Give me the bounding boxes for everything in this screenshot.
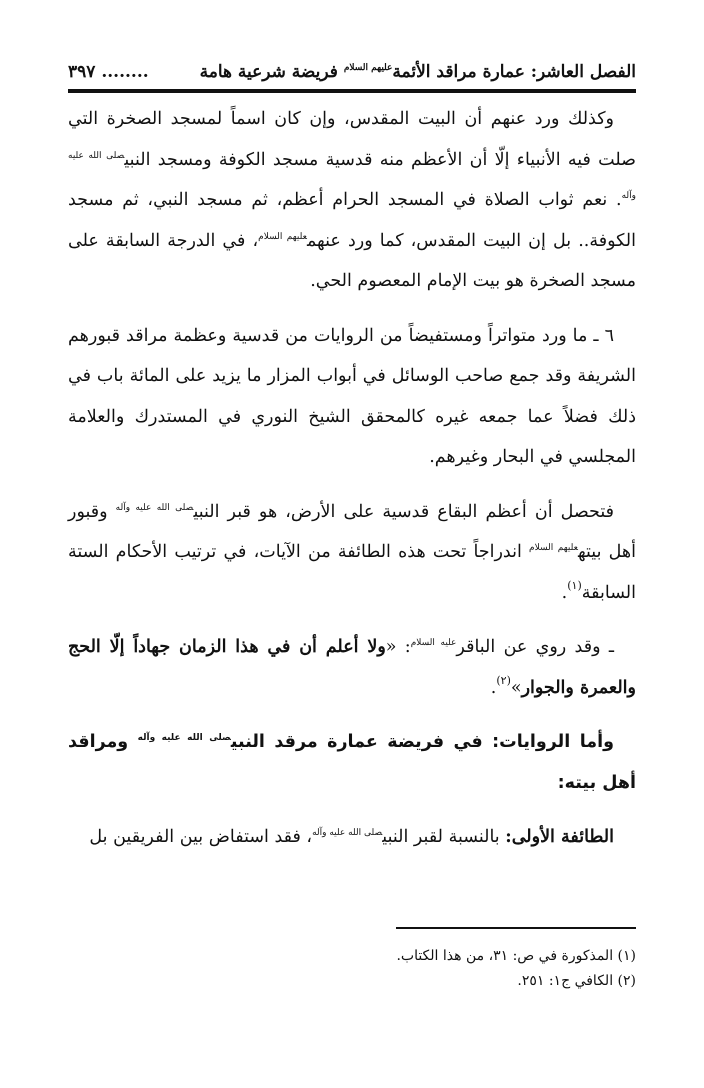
paragraph-6: الطائفة الأولى: بالنسبة لقبر النبي$^{صلى الله عليه وآله}$، فقد استفاض بين الفريقين بل <box>89 827 614 847</box>
footnotes <box>68 944 636 994</box>
honorific: صلى الله عليه وآله <box>115 502 194 513</box>
honorific: عليهم السلام <box>529 543 578 553</box>
section-heading: وأما الروايات: في فريضة عمارة مرقد النبي$^{صلى الله عليه وآله}$ ومراقد أهل بيته: <box>68 732 636 793</box>
footnote-2: (٢) الكافي ج١: ٢٥١. <box>517 973 636 989</box>
honorific: عليه السلام <box>410 638 457 648</box>
honorific: صلى الله عليه وآله <box>137 733 231 743</box>
footnote-ref-2[interactable]: (٢) <box>496 673 511 687</box>
paragraph-3: فتحصل أن أعظم البقاع قدسية على الأرض، هو قبر النبي$^{صلى الله عليه وآله}$ وقبور أهل بيته$^{عليهم السلام}$ اندراجاً تحت هذه الطائفة من الآيات، في ترتيب الأحكام الستة السابقة$^{(١)}$. <box>68 501 637 603</box>
book-page <box>68 58 636 858</box>
honorific: عليهم السلام <box>258 231 307 242</box>
honorific: صلى الله عليه وآله <box>312 828 383 838</box>
running-header <box>68 58 636 93</box>
hadith-quote: ولا أعلم أن في هذا الزمان جهاداً إلّا الحج والعمرة والجوار <box>68 637 636 698</box>
chapter-title: الفصل العاشر: عمارة مراقد الأئمة$^{عليهم السلام}$ فريضة شرعية هامة <box>199 62 636 82</box>
page-number: ........ ٣٩٧ <box>68 62 149 82</box>
honorific: صلى الله عليه وآله <box>68 150 636 201</box>
paragraph-1: وكذلك ورد عنهم أن البيت المقدس، وإن كان اسماً لمسجد الصخرة التي صلت فيه الأنبياء إلّا أن الأعظم منه قدسية مسجد الكوفة ومسجد النبي$^{صلى الله عليه وآله}$. نعم ثواب الصلاة في المسجد الحرام أعظم، ثم مسجد النبي، ثم مسجد الكوفة.. بل إن البيت المقدس، كما ورد عنهم$^{عليهم السلام}$، في الدرجة السابقة على مسجد الصخرة هو بيت الإمام المعصوم الحي. <box>68 109 637 291</box>
subsection-label: الطائفة الأولى: <box>505 827 614 847</box>
footnote-divider <box>396 927 636 929</box>
paragraph-4: ـ وقد روي عن الباقر$^{عليه السلام}$: «ولا أعلم أن في هذا الزمان جهاداً إلّا الحج والعمرة والجوار»$^{(٢)}$. <box>68 637 636 698</box>
body-text <box>68 99 636 858</box>
footnote-ref-1[interactable]: (١) <box>567 578 582 592</box>
footnote-1: (١) المذكورة في ص: ٣١، من هذا الكتاب. <box>396 948 636 964</box>
paragraph-2: ٦ ـ ما ورد متواتراً ومستفيضاً من الروايات من قدسية وعظمة مراقد قبورهم الشريفة وقد جمع صاحب الوسائل في أبواب المزار ما يزيد على المائة باب في ذلك فضلاً عما جمعه غيره كالمحقق الشيخ النوري في المستدرك والعلامة المجلسي في البحار وغيرهم. <box>68 325 636 467</box>
honorific: عليهم السلام <box>343 63 393 73</box>
